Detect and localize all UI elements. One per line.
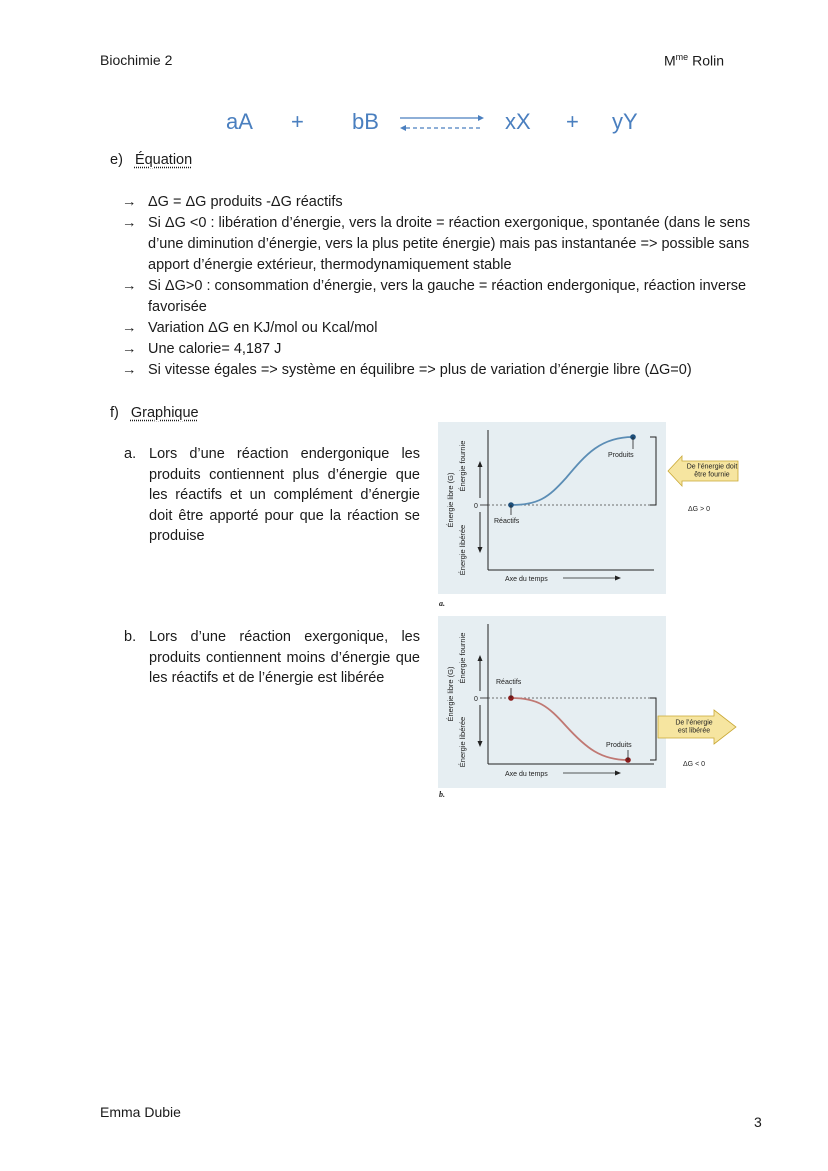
header-right-name: Rolin [692,52,724,69]
eq-plus-1: + [291,109,304,134]
arrow-icon: → [122,215,137,231]
graph-a-up-label: Énergie fournie [458,440,467,492]
bullet-item [122,360,762,381]
graph-a-delta: ΔG > 0 [688,506,710,513]
header-right-sup: me [675,52,689,62]
section-e-title: Équation [134,152,193,168]
bullet-item [122,213,762,276]
arrow-icon: → [122,320,137,336]
graph-b-end-label: Produits [606,742,632,749]
graph-b-figure-letter: b. [439,790,445,799]
eq-aA: aA [226,109,253,134]
svg-text:De l’énergieest libérée [675,720,712,735]
bullet-item [122,192,762,213]
section-e-heading [110,152,192,168]
graph-a-figure-letter: a. [439,599,445,608]
graph-a-ylabel: Énergie libre (G) [446,472,455,528]
header-right-main: M [664,52,676,69]
graph-a-end-label: Produits [608,452,634,459]
graph-b-ylabel: Énergie libre (G) [446,666,455,722]
item-b-letter: b. [124,629,137,645]
graph-a-down-label: Énergie libérée [458,524,467,576]
graph-a-panel [438,422,666,594]
graph-a-start-label: Réactifs [494,518,520,525]
graph-b [436,614,746,804]
graph-a-zero: 0 [474,503,478,510]
arrow-icon: → [122,341,137,357]
bullet-item [122,318,762,339]
bullet-text: Si ΔG>0 : consommation d’énergie, vers la gauche = réaction endergonique, réaction inverse favorisée [148,278,747,315]
bullet-item [122,276,762,318]
equilibrium-arrows-icon [398,112,486,134]
arrow-icon: → [122,362,137,378]
graph-a-xlabel: Axe du temps [505,576,548,583]
graph-b-delta: ΔG < 0 [683,761,705,768]
section-f-title: Graphique [130,405,199,421]
graph-a [436,420,746,610]
graph-b-start-label: Réactifs [496,679,522,686]
bullet-item [122,339,762,360]
graph-a-callout-text: De l’énergie doit [686,463,738,471]
header-left: Biochimie 2 [100,52,173,68]
eq-xX: xX [505,109,531,134]
eq-bB: bB [352,109,379,134]
item-a-letter: a. [124,446,137,462]
graph-b-down-label: Énergie libérée [458,716,467,768]
bullet-text: ΔG = ΔG produits -ΔG réactifs [148,194,343,210]
graph-b-panel [438,616,666,788]
bullet-text: Variation ΔG en KJ/mol ou Kcal/mol [148,320,378,336]
header-right [664,52,724,69]
bullet-text: Si ΔG <0 : libération d’énergie, vers la droite = réaction exergonique, spontanée (dans le sens d’une diminution d’énergie, vers la plus petite énergie) mais pas instantanée => possible sans apport d’énergie extérieur, thermodynamiquement stable [148,215,751,273]
graph-b-xlabel: Axe du temps [505,771,548,778]
arrow-icon: → [122,278,137,294]
section-e-letter: e) [110,152,123,168]
section-f-letter: f) [110,405,119,421]
bullet-text: Si vitesse égales => système en équilibre => plus de variation d’énergie libre (ΔG=0) [148,362,692,378]
callout-text-line-2: est libérée [677,727,711,735]
item-b-text: Lors d’une réaction exergonique, les produits contiennent moins d’énergie que les réactifs et de l’énergie est libérée [149,629,420,686]
section-f-heading [110,405,199,421]
item-a-text: Lors d’une réaction endergonique les produits contiennent plus d’énergie que les réactifs et un complément d’énergie doit être apporté pour que la réaction se produise [149,446,420,544]
callout-text-line-2: être fournie [694,471,730,479]
eq-plus-2: + [566,109,579,134]
page-number: 3 [754,1114,762,1130]
graph-b-up-label: Énergie fournie [458,632,467,684]
graph-b-callout-text: De l’énergie [675,719,713,727]
eq-yY: yY [612,109,638,134]
bullet-text: Une calorie= 4,187 J [148,341,282,357]
graph-b-zero: 0 [474,696,478,703]
footer-author: Emma Dubie [100,1104,181,1120]
arrow-icon: → [122,194,137,210]
